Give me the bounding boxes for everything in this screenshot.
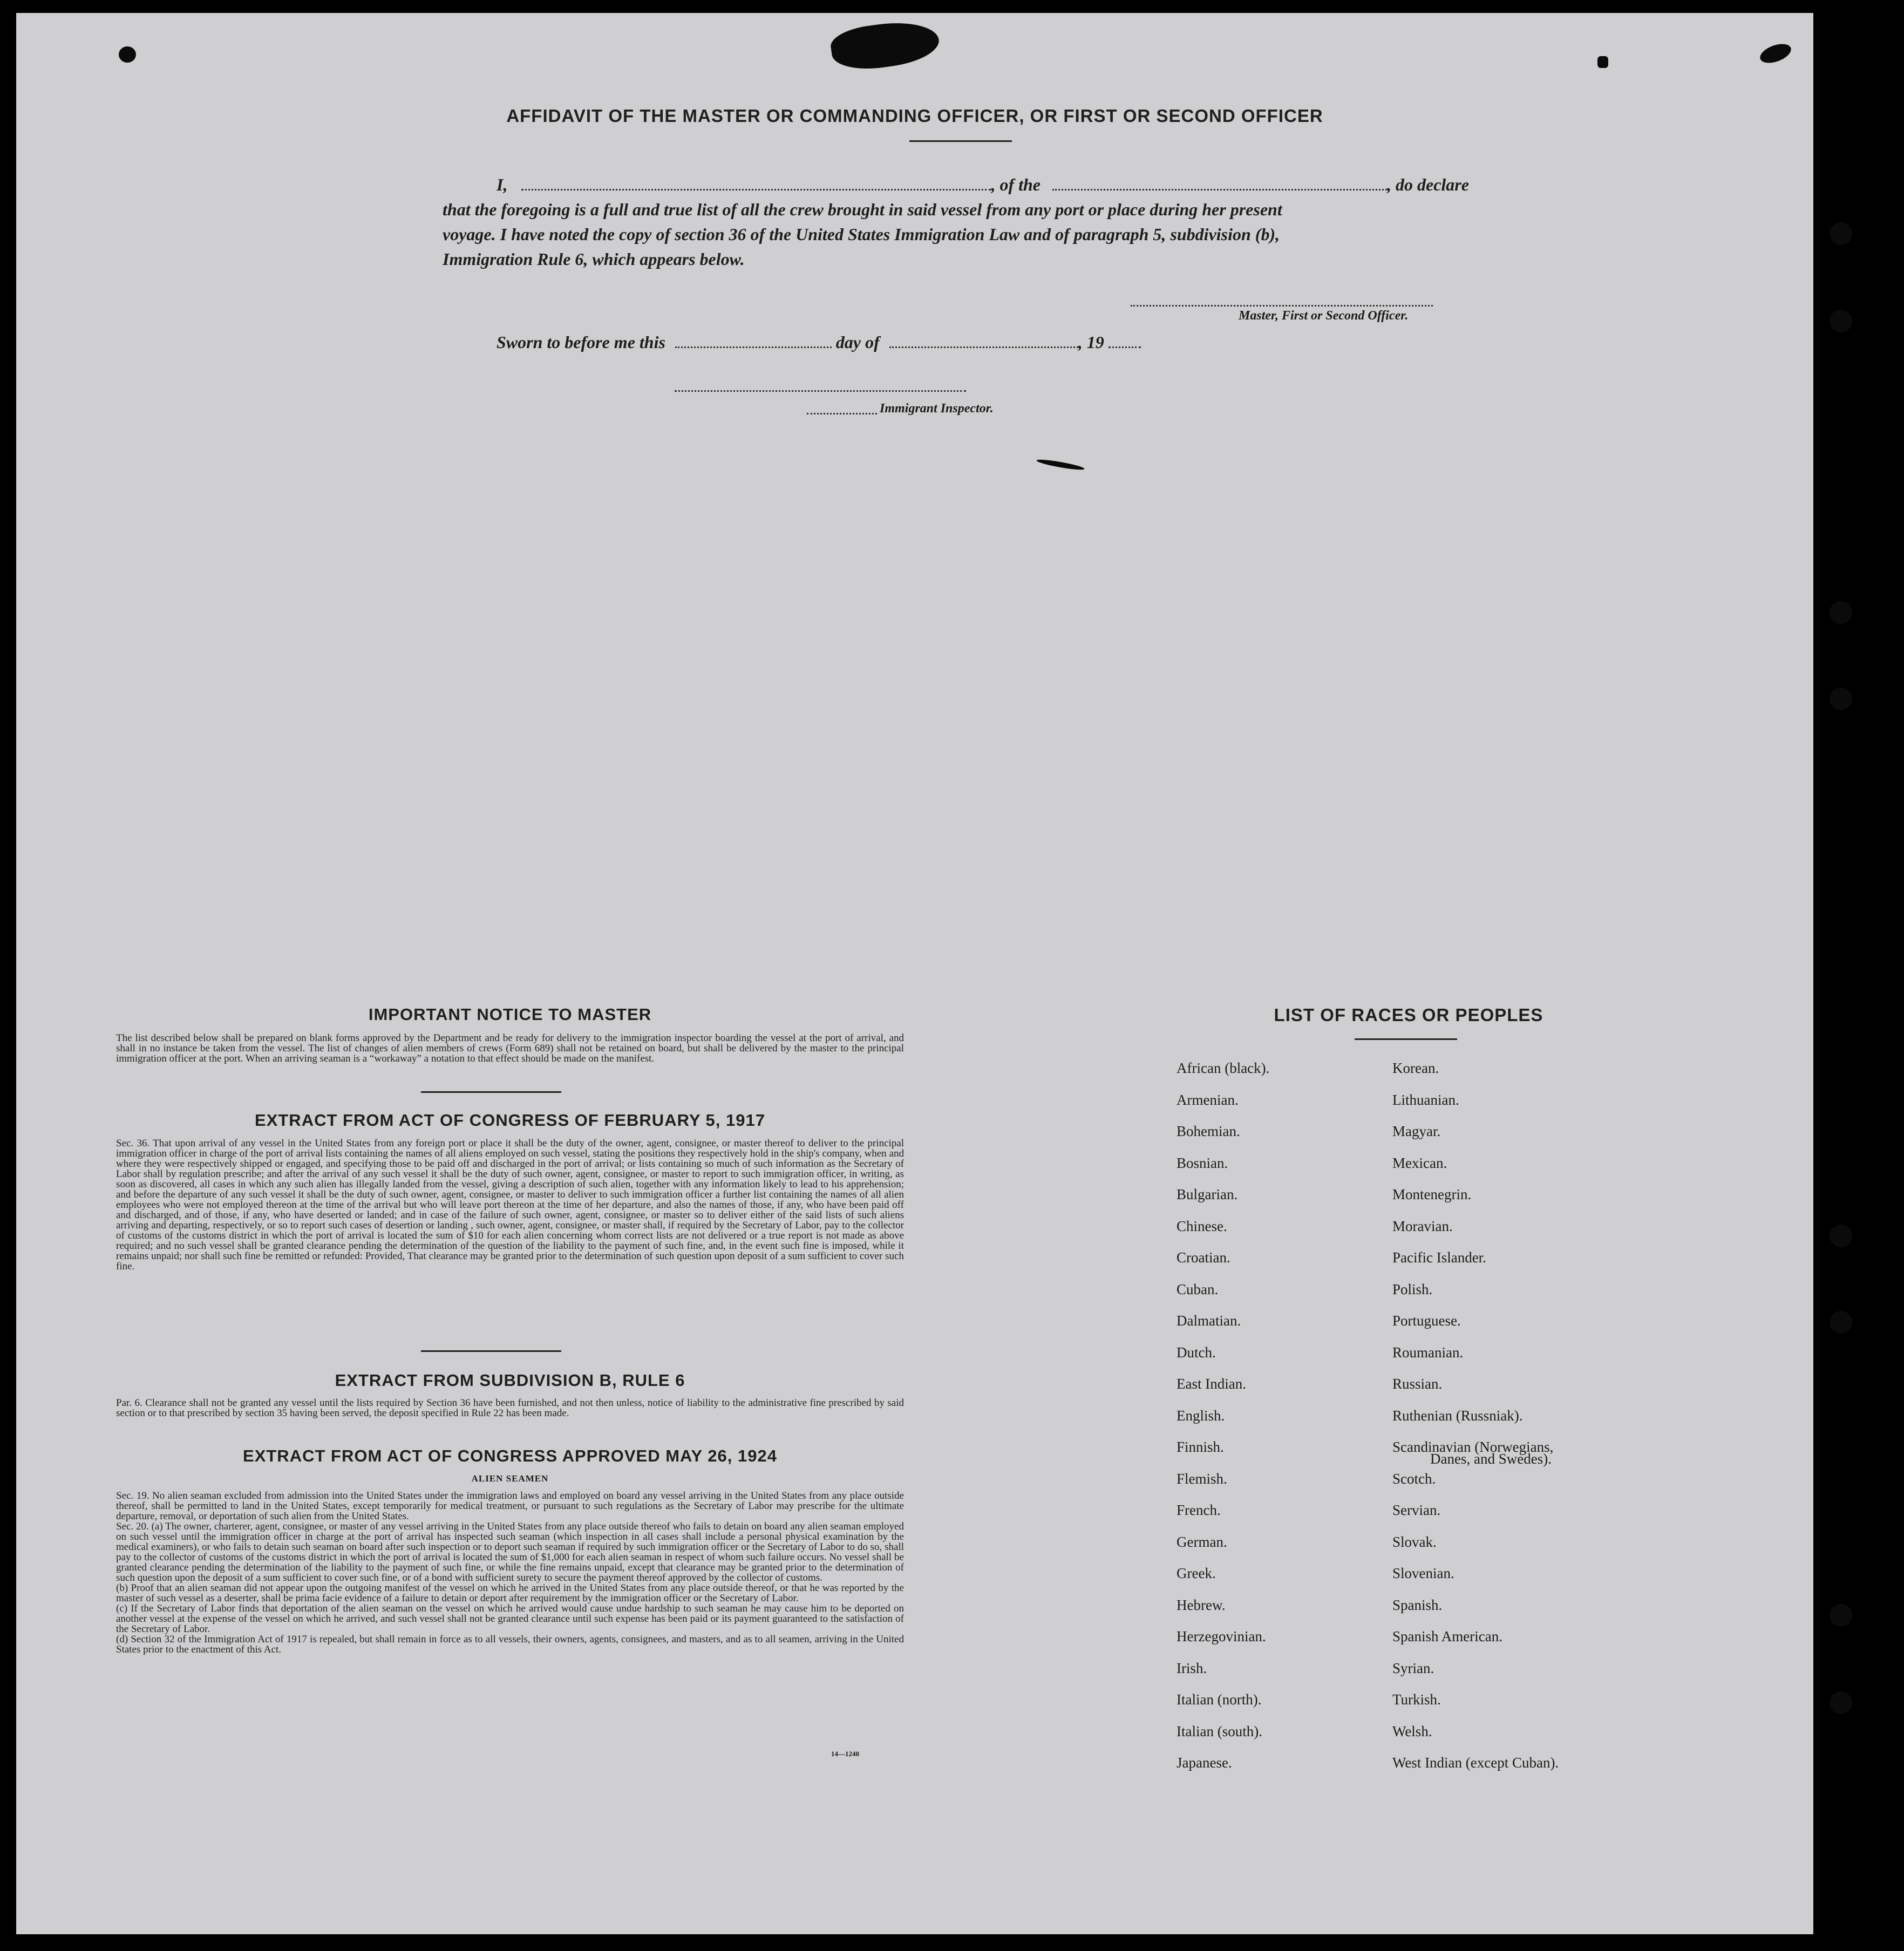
race-item: Greek. <box>1177 1565 1216 1581</box>
race-item: West Indian (except Cuban). <box>1392 1755 1559 1771</box>
alien-seamen-subtitle: ALIEN SEAMEN <box>471 1473 549 1484</box>
sec-20c: (c) If the Secretary of Labor finds that deportation of the alien seaman on the vessel on which he arrived would cause undue hardship to such seaman he may cause him to be deported on another vessel at the expense of the vessel on which he arrived, and such vessel shall not be granted clearance until such expense has been paid or its payment guaranteed to the satisfaction of the Secretary of Labor. <box>116 1603 904 1635</box>
punch-hole <box>1830 222 1852 245</box>
race-item: Russian. <box>1392 1376 1443 1392</box>
punch-hole <box>1830 601 1852 624</box>
sworn-day-field[interactable] <box>675 346 832 348</box>
races-list-left <box>1177 1061 1382 1779</box>
extract-1924-body <box>116 1491 904 1655</box>
race-item: Croatian. <box>1177 1249 1230 1266</box>
inspector-signature-lead <box>807 412 877 414</box>
ink-smudge <box>1036 458 1085 471</box>
ink-blot <box>119 46 136 63</box>
race-item: East Indian. <box>1177 1376 1246 1392</box>
section-divider <box>421 1350 561 1352</box>
punch-hole <box>1830 310 1852 332</box>
extract-1917-body: Sec. 36. That upon arrival of any vessel in the United States from any foreign port or place it shall be the duty of the owner, agent, consignee, or master thereof to deliver to the principal immigration officer in charge of the port of arrival lists containing the names of all aliens employed on such vessel, stating the positions they respectively hold in the ship's company, when and where they were respectively shipped or engaged, and specifying those to be paid off and discharged in the port of arrival; or lists containing so much of such information as the Secretary of Labor shall by regulation prescribe; and after the arrival of any such vessel it shall be the duty of such owner, agent, consignee, or master to report to such immigration officer, in writing, as soon as discovered, all cases in which any such alien has illegally landed from the vessel, giving a description of such alien, together with any information likely to lead to his apprehension; and before the departure of any such vessel it shall be the duty of such owner, agent, consignee, or master to deliver to such immigration officer a further list containing the names of all alien employees who were not employed thereon at the time of the arrival but who will leave port thereon at the time of her departure, and also the names of those, if any, who have been paid off and discharged, and of those, if any, who have deserted or landed; and in case of the failure of such owner, agent, consignee, or master so to deliver either of the said lists of such aliens arriving and departing, respectively, or so to report such cases of desertion or landing , such owner, agent, consignee, or master shall, if required by the Secretary of Labor, pay to the collector of customs of the customs district in which the port of arrival is located the sum of $10 for each alien concerning whom correct lists are not delivered or a true report is not made as above required; and no such vessel shall be granted clearance pending the determination of the question of the liability to the payment of such fine, and, in the event such fine is imposed, while it remains unpaid; nor shall such fine be remitted or refunded: Provided, That clearance may be granted prior to the determination of such question upon deposit of a sum sufficient to cover such fine. <box>116 1138 904 1272</box>
sec-20d: (d) Section 32 of the Immigration Act of 1917 is repealed, but shall remain in force as to all vessels, their owners, agents, consignees, and masters, and as to all seamen, arriving in the United States prior to the enactment of this Act. <box>116 1634 904 1655</box>
rule-6-title: EXTRACT FROM SUBDIVISION B, RULE 6 <box>335 1371 685 1390</box>
sworn-label: Sworn to before me this <box>497 332 665 352</box>
races-divider <box>1355 1038 1457 1040</box>
race-item: Italian (south). <box>1177 1723 1262 1739</box>
affidavit-text-line: voyage. I have noted the copy of section 36 of the United States Immigration Law and of paragraph 5, subdivision (b), <box>443 225 1280 244</box>
race-item: Irish. <box>1177 1660 1207 1676</box>
race-item: Syrian. <box>1392 1660 1434 1676</box>
race-item: Ruthenian (Russniak). <box>1392 1407 1523 1424</box>
notice-body: The list described below shall be prepared on blank forms approved by the Department and be ready for delivery to the immigration inspector boarding the vessel at the port of arrival, and shall in no instance be taken from the vessel. The list of changes of alien members of crews (Form 689) shall not be retained on board, but shall be delivered by the master to the principal immigration officer at the port. When an arriving seaman is a “workaway” a notation to that effect should be made on the manifest. <box>116 1032 904 1064</box>
race-item: Polish. <box>1392 1281 1433 1297</box>
vessel-field[interactable] <box>1052 188 1387 191</box>
extract-1924-title: EXTRACT FROM ACT OF CONGRESS APPROVED MAY 26, 1924 <box>243 1446 777 1465</box>
race-item: German. <box>1177 1533 1227 1550</box>
race-item: Turkish. <box>1392 1691 1441 1708</box>
race-item: Moravian. <box>1392 1218 1453 1234</box>
race-item: Armenian. <box>1177 1091 1239 1108</box>
race-item: Finnish. <box>1177 1439 1224 1455</box>
notice-title: IMPORTANT NOTICE TO MASTER <box>368 1005 652 1024</box>
inspector-signature-field[interactable] <box>675 390 966 392</box>
race-item: Herzegovinian. <box>1177 1628 1266 1644</box>
race-item: Korean. <box>1392 1060 1439 1076</box>
races-title: LIST OF RACES OR PEOPLES <box>1274 1005 1543 1025</box>
punch-hole <box>1830 1604 1852 1627</box>
race-item: Bosnian. <box>1177 1154 1228 1171</box>
affidavit-title: AFFIDAVIT OF THE MASTER OR COMMANDING OFFICER, OR FIRST OR SECOND OFFICER <box>506 106 1323 126</box>
form-number: 14—1240 <box>831 1750 859 1758</box>
race-item: Spanish. <box>1392 1596 1443 1613</box>
race-item: English. <box>1177 1407 1225 1424</box>
race-item: Slovak. <box>1392 1533 1437 1550</box>
punch-hole <box>1830 1691 1852 1714</box>
master-signature-field[interactable] <box>1131 304 1433 307</box>
punch-hole <box>1830 688 1852 710</box>
affidavit-text-line: that the foregoing is a full and true list of all the crew brought in said vessel from any port or place during her present <box>443 200 1282 219</box>
race-item: Magyar. <box>1392 1123 1441 1139</box>
race-item: Montenegrin. <box>1392 1186 1472 1202</box>
master-caption: Master, First or Second Officer. <box>1239 309 1409 323</box>
race-item: Dalmatian. <box>1177 1313 1241 1329</box>
race-item: Scotch. <box>1392 1470 1436 1487</box>
sworn-line <box>497 332 1141 352</box>
race-item: French. <box>1177 1502 1221 1518</box>
race-item: Bohemian. <box>1177 1123 1240 1139</box>
race-item: Mexican. <box>1392 1154 1447 1171</box>
race-item: Slovenian. <box>1392 1565 1454 1581</box>
race-item: Roumanian. <box>1392 1344 1464 1361</box>
rule-6-body: Par. 6. Clearance shall not be granted any vessel until the lists required by Section 36 have been furnished, and not then unless, notice of liability to the administrative fine prescribed by said section or to that prescribed by section 35 having been served, the deposit specified in Rule 22 has been made. <box>116 1397 904 1419</box>
sec-20b: (b) Proof that an alien seaman did not appear upon the outgoing manifest of the vessel on which he arrived in the United States from any place outside thereof, or that he was reported by the master of such vessel as a deserter, shall be prima facie evidence of a failure to detain or deport after requirement by the immigration officer or the Secretary of Labor. <box>116 1582 904 1604</box>
race-item: Japanese. <box>1177 1755 1232 1771</box>
race-item: Chinese. <box>1177 1218 1227 1234</box>
extract-1917-title: EXTRACT FROM ACT OF CONGRESS OF FEBRUARY 5, 1917 <box>255 1111 765 1130</box>
sec-20a: Sec. 20. (a) The owner, charterer, agent, consignee, or master of any vessel arriving in the United States from any place outside thereof who fails to detain on board any alien seaman employed on such vessel until the immigration officer in charge at the port of arrival has inspected such seaman (which inspection in all cases shall include a personal physical examination by the medical examiners), or who fails to detain such seaman on board after such inspection or to deport such seaman if required by such immigration officer or the Secretary of Labor to do so, shall pay to the collector of customs of the customs district in which the port of arrival is located the sum of $1,000 for each alien seaman in respect of whom such failure occurs. No vessel shall be granted clearance pending the determination of the liability to the payment of such fine, or while the fine remains unpaid, except that clearance may be granted prior to the determination of such question upon the deposit of a sum sufficient to cover such fine, or of a bond with sufficient surety to secure the payment thereof approved by the collector of customs. <box>116 1521 904 1583</box>
ink-blot <box>828 16 941 74</box>
race-item: Italian (north). <box>1177 1691 1262 1708</box>
year-label: , 19 <box>1078 332 1104 352</box>
section-divider <box>421 1091 561 1093</box>
of-the-label: , of the <box>991 175 1041 194</box>
declarant-line <box>497 175 1469 195</box>
race-item: Scandinavian (Norwegians, <box>1392 1439 1554 1455</box>
ink-blot <box>1597 56 1608 68</box>
title-divider <box>909 140 1012 142</box>
sec-19: Sec. 19. No alien seaman excluded from admission into the United States under the immigration laws and employed on board any vessel arriving in the United States from any place outside thereof, shall be permitted to land in the United States, except temporarily for medical treatment, or pursuant to such regulations as the Secretary of Labor may prescribe for the ultimate departure, removal, or deportation of such alien from the United States. <box>116 1490 904 1522</box>
sworn-month-field[interactable] <box>889 346 1078 348</box>
race-item: Hebrew. <box>1177 1596 1226 1613</box>
race-item: Pacific Islander. <box>1392 1249 1486 1266</box>
punch-hole <box>1830 1311 1852 1334</box>
race-item: Bulgarian. <box>1177 1186 1238 1202</box>
race-item: African (black). <box>1177 1060 1270 1076</box>
race-item: Danes, and Swedes). <box>1430 1451 1552 1467</box>
declare-label: , do declare <box>1387 175 1469 194</box>
race-item: Portuguese. <box>1392 1313 1461 1329</box>
race-item: Welsh. <box>1392 1723 1432 1739</box>
declarant-label: I, <box>497 175 508 194</box>
document-page <box>16 13 1813 1934</box>
day-of-label: day of <box>835 332 880 352</box>
punch-hole <box>1830 1225 1852 1247</box>
affidavit-text-line: Immigration Rule 6, which appears below. <box>443 249 745 269</box>
sworn-year-field[interactable] <box>1109 346 1141 348</box>
race-item: Flemish. <box>1177 1470 1227 1487</box>
race-item: Spanish American. <box>1392 1628 1502 1644</box>
race-item: Servian. <box>1392 1502 1441 1518</box>
inspector-caption: Immigrant Inspector. <box>880 402 994 416</box>
races-list-right <box>1392 1061 1619 1779</box>
race-item: Cuban. <box>1177 1281 1219 1297</box>
name-field[interactable] <box>521 188 991 191</box>
race-item: Lithuanian. <box>1392 1091 1459 1108</box>
race-item: Dutch. <box>1177 1344 1216 1361</box>
ink-blot <box>1758 40 1794 67</box>
